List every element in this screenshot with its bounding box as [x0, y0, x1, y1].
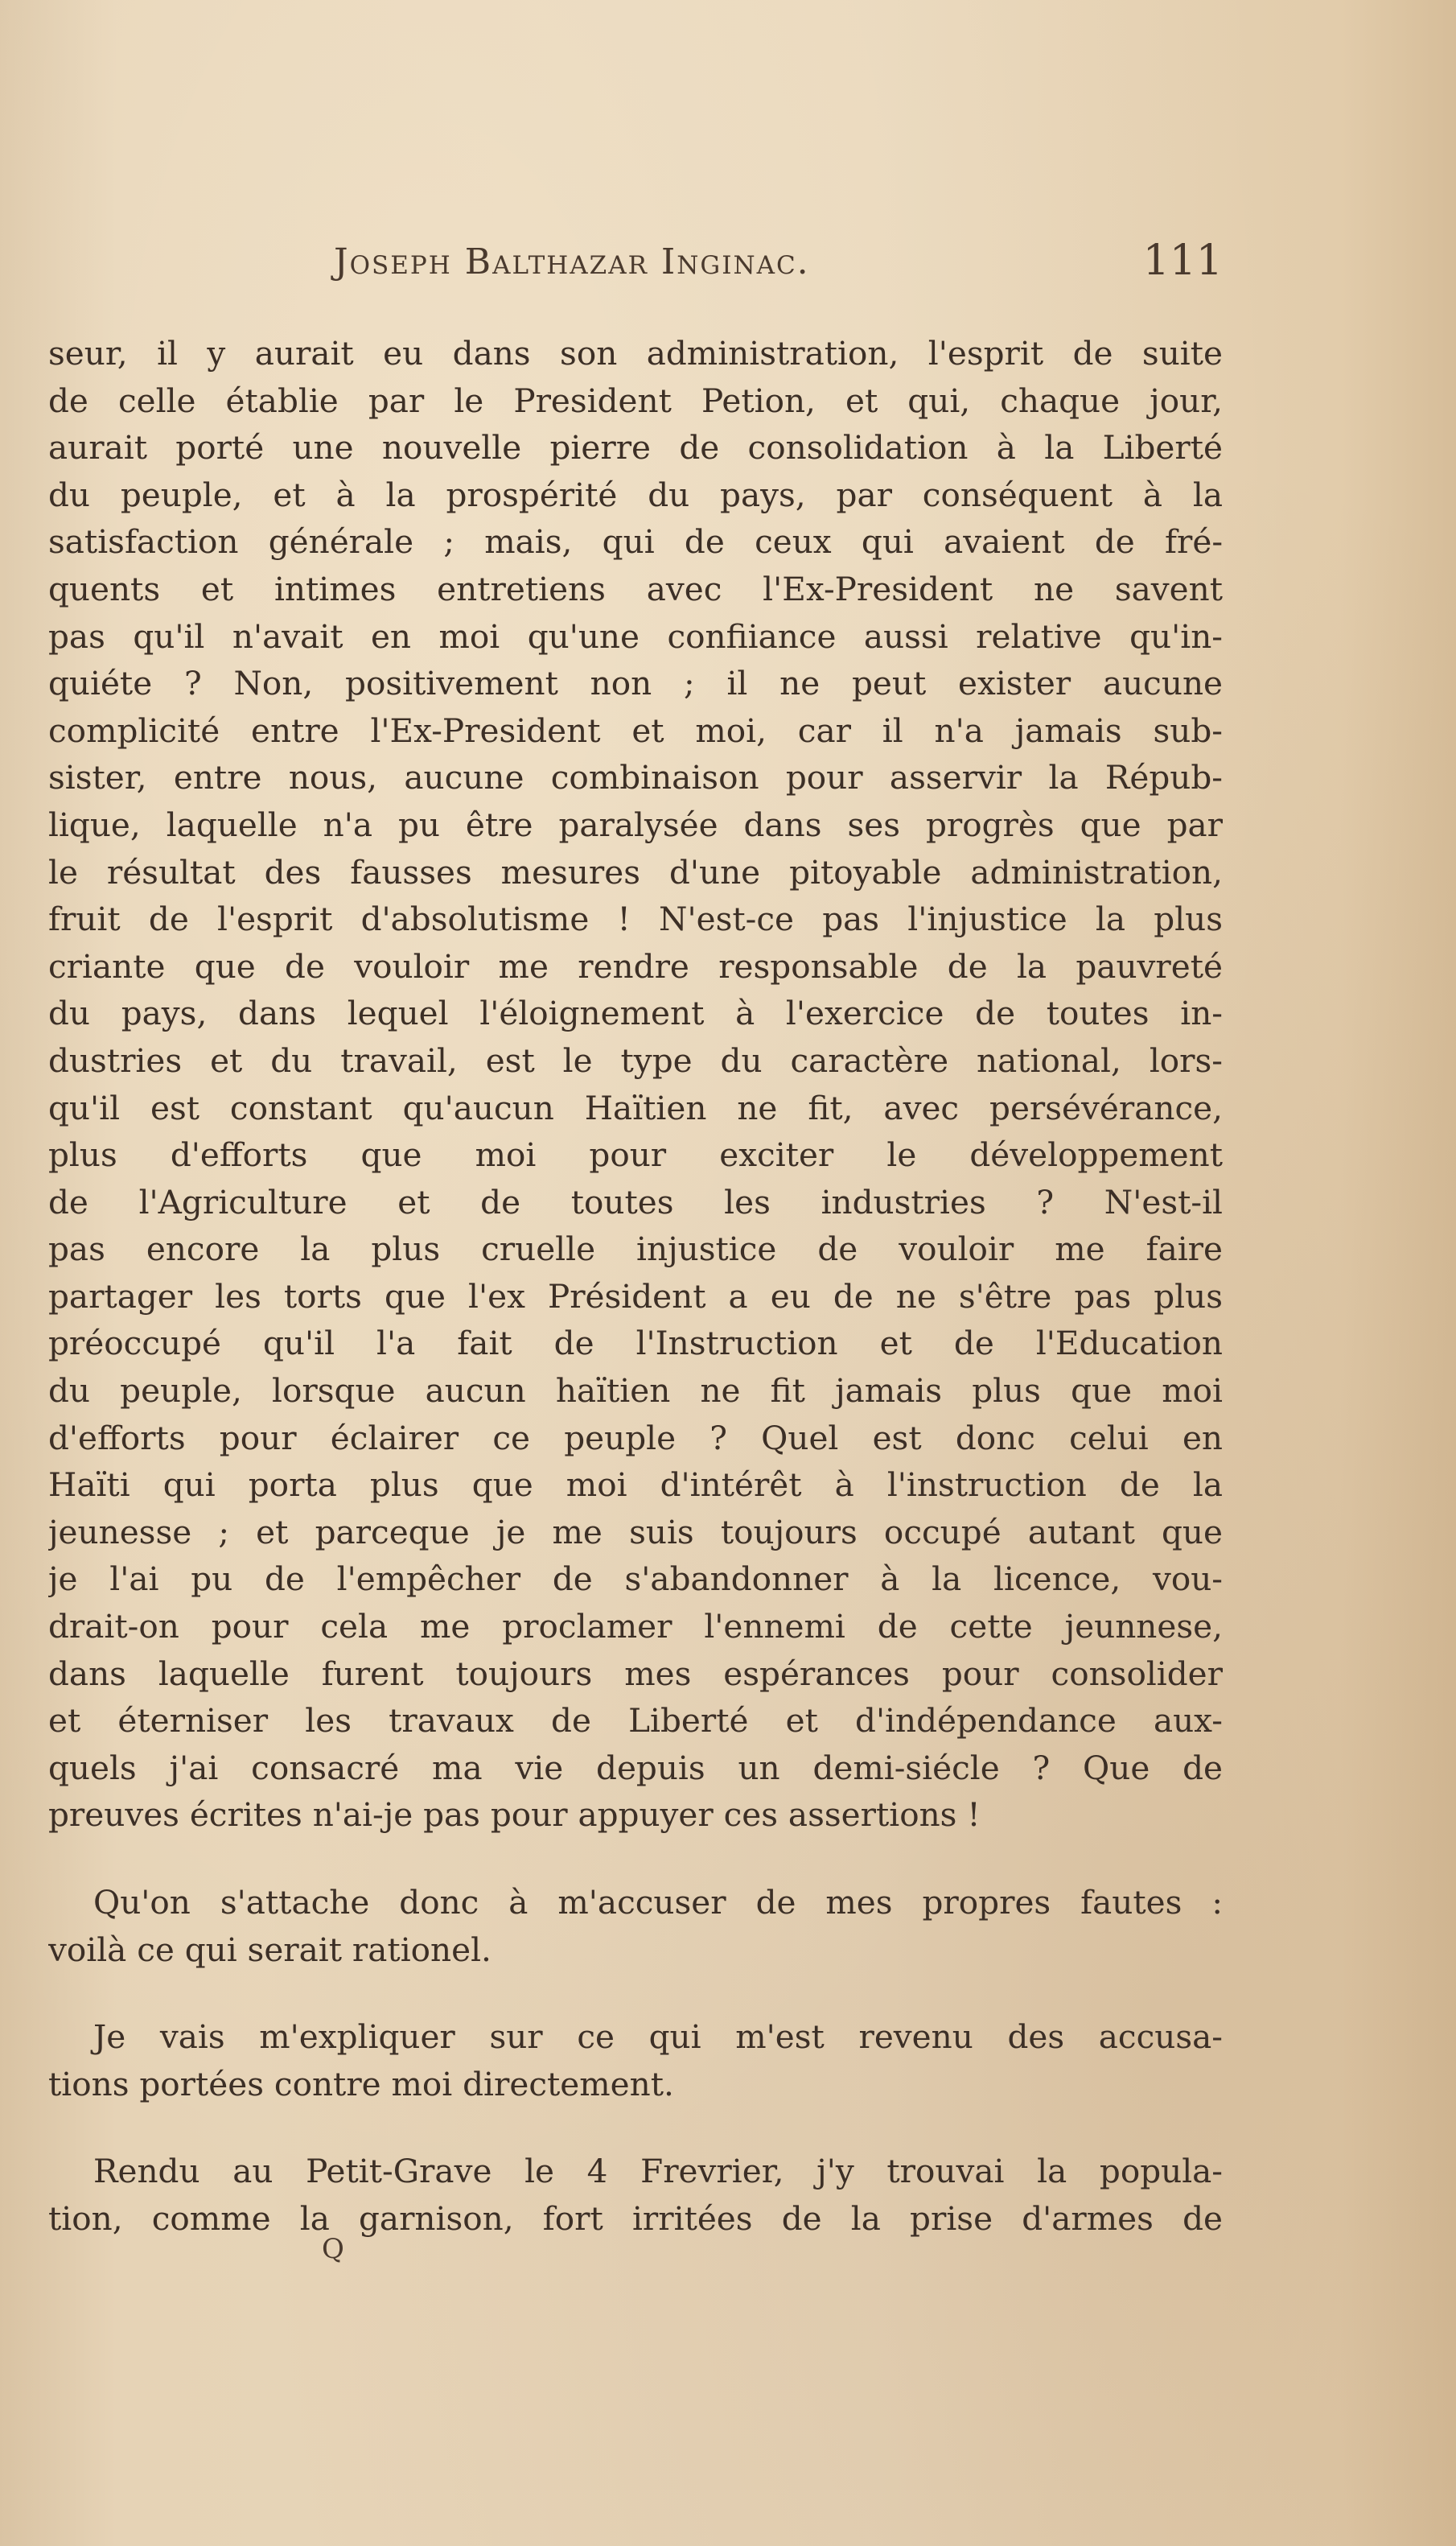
- text-line: Qu'on s'attache donc à m'accuser de mes propres fautes :: [93, 1883, 1223, 1922]
- text-line: seur, il y aurait eu dans son administration, l'esprit de suite: [48, 334, 1223, 373]
- text-line: Je vais m'expliquer sur ce qui m'est revenu des accusa-: [93, 2017, 1223, 2057]
- text-line: criante que de vouloir me rendre responsable de la pauvreté: [48, 946, 1223, 986]
- running-head: [48, 237, 1223, 298]
- text-line: aurait porté une nouvelle pierre de consolidation à la Liberté: [48, 428, 1223, 468]
- text-line: dans laquelle furent toujours mes espérances pour consolider: [48, 1654, 1223, 1693]
- text-line: sister, entre nous, aucune combinaison pour asservir la Répub-: [48, 758, 1223, 797]
- text-line: partager les torts que l'ex Président a eu de ne s'être pas plus: [48, 1276, 1223, 1316]
- text-line: pas qu'il n'avait en moi qu'une confiiance aussi relative qu'in-: [48, 616, 1223, 656]
- text-line: lique, laquelle n'a pu être paralysée dans ses progrès que par: [48, 805, 1223, 844]
- page-number: 111: [1142, 237, 1223, 285]
- text-line: et éterniser les travaux de Liberté et d'indépendance aux-: [48, 1701, 1223, 1741]
- text-line: qu'il est constant qu'aucun Haïtien ne fit, avec persévérance,: [48, 1088, 1223, 1127]
- text-line: Haïti qui porta plus que moi d'intérêt à l'instruction de la: [48, 1465, 1223, 1505]
- text-line: de l'Agriculture et de toutes les industries ? N'est-il: [48, 1182, 1223, 1222]
- paragraph-1: [48, 330, 1223, 1839]
- paragraph-4: [48, 2148, 1223, 2242]
- text-line: preuves écrites n'ai-je pas pour appuyer ces assertions !: [48, 1795, 981, 1835]
- paragraph-3: [48, 2013, 1223, 2107]
- text-line: quents et intimes entretiens avec l'Ex-President ne savent: [48, 569, 1223, 608]
- paragraph-2: [48, 1879, 1223, 1973]
- text-line: pas encore la plus cruelle injustice de vouloir me faire: [48, 1230, 1223, 1269]
- running-head-title: Joseph Balthazar Inginac.: [334, 241, 810, 282]
- text-line: quels j'ai consacré ma vie depuis un demi-siécle ? Que de: [48, 1748, 1223, 1787]
- text-line: du peuple, et à la prospérité du pays, par conséquent à la: [48, 475, 1223, 514]
- text-line: de celle établie par le President Petion, et qui, chaque jour,: [48, 381, 1223, 420]
- text-line: plus d'efforts que moi pour exciter le développement: [48, 1135, 1223, 1175]
- text-line: jeunesse ; et parceque je me suis toujours occupé autant que: [48, 1512, 1223, 1551]
- signature-mark: Q: [322, 2233, 344, 2265]
- text-line: tions portées contre moi directement.: [48, 2064, 674, 2103]
- text-line: le résultat des fausses mesures d'une pitoyable administration,: [48, 852, 1223, 892]
- text-line: dustries et du travail, est le type du caractère national, lors-: [48, 1040, 1223, 1080]
- body-text: [48, 330, 1223, 2243]
- text-line: satisfaction générale ; mais, qui de ceux qui avaient de fré-: [48, 522, 1223, 562]
- text-line: préoccupé qu'il l'a fait de l'Instruction et de l'Education: [48, 1324, 1223, 1363]
- text-line: Rendu au Petit-Grave le 4 Frevrier, j'y trouvai la popula-: [93, 2152, 1223, 2191]
- text-line: d'efforts pour éclairer ce peuple ? Quel est donc celui en: [48, 1418, 1223, 1457]
- text-line: je l'ai pu de l'empêcher de s'abandonner à la licence, vou-: [48, 1559, 1223, 1599]
- text-line: complicité entre l'Ex-President et moi, car il n'a jamais sub-: [48, 711, 1223, 750]
- text-line: fruit de l'esprit d'absolutisme ! N'est-ce pas l'injustice la plus: [48, 900, 1223, 939]
- text-line: du peuple, lorsque aucun haïtien ne fit jamais plus que moi: [48, 1371, 1223, 1411]
- text-line: voilà ce qui serait rationel.: [48, 1930, 492, 1969]
- text-line: quiéte ? Non, positivement non ; il ne peut exister aucune: [48, 664, 1223, 703]
- text-line: du pays, dans lequel l'éloignement à l'exercice de toutes in-: [48, 994, 1223, 1033]
- text-line: drait-on pour cela me proclamer l'ennemi de cette jeunnese,: [48, 1607, 1223, 1646]
- text-line: tion, comme la garnison, fort irritées de la prise d'armes de: [48, 2198, 1223, 2238]
